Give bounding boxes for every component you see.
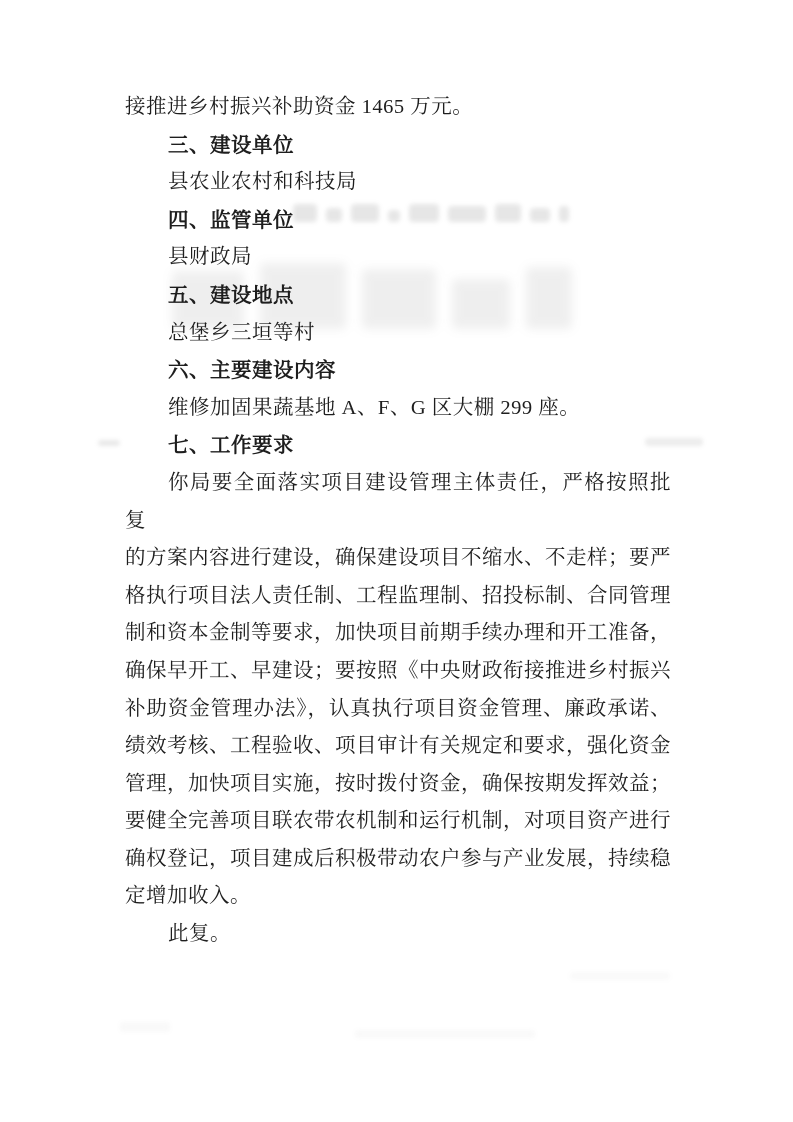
heading-main-construction-content: 六、主要建设内容 xyxy=(168,359,336,383)
heading-construction-site: 五、建设地点 xyxy=(168,283,294,307)
heading-work-requirements: 七、工作要求 xyxy=(168,434,294,458)
work-requirements-line-7: 绩效考核、工程验收、项目审计有关规定和要求，强化资金 xyxy=(125,735,671,758)
work-requirements-line-9: 要健全完善项目联农带农机制和运行机制，对项目资产进行 xyxy=(125,810,671,833)
work-requirements-line-1: 你局要全面落实项目建设管理主体责任，严格按照批复 xyxy=(125,471,671,532)
work-requirements-line-5: 确保早开工、早建设；要按照《中央财政衔接推进乡村振兴 xyxy=(125,659,671,682)
work-requirements-line-6: 补助资金管理办法》，认真执行项目资金管理、廉政承诺、 xyxy=(125,697,671,720)
work-requirements-line-2: 的方案内容进行建设，确保建设项目不缩水、不走样；要严 xyxy=(125,547,671,570)
work-requirements-line-11: 定增加收入。 xyxy=(125,885,251,908)
document-body xyxy=(125,89,671,954)
scan-speck xyxy=(355,1030,535,1038)
paragraph-continuation: 接推进乡村振兴补助资金 1465 万元。 xyxy=(125,96,474,118)
work-requirements-line-3: 格执行项目法人责任制、工程监理制、招投标制、合同管理 xyxy=(125,584,671,607)
value-construction-unit: 县农业农村和科技局 xyxy=(168,171,357,194)
value-supervision-unit: 县财政局 xyxy=(168,246,252,269)
closing-phrase: 此复。 xyxy=(168,923,231,946)
work-requirements-line-10: 确权登记，项目建成后积极带动农户参与产业发展，持续稳 xyxy=(125,847,671,870)
value-construction-site: 总堡乡三垣等村 xyxy=(168,321,315,344)
heading-construction-unit: 三、建设单位 xyxy=(168,133,294,157)
value-main-construction-content: 维修加固果蔬基地 A、F、G 区大棚 299 座。 xyxy=(168,396,581,419)
scan-speck xyxy=(120,1022,170,1032)
scan-speck xyxy=(98,440,120,446)
heading-supervision-unit: 四、监管单位 xyxy=(168,208,294,232)
scan-speck xyxy=(570,972,670,980)
work-requirements-line-8: 管理，加快项目实施，按时拨付资金，确保按期发挥效益； xyxy=(125,772,671,795)
work-requirements-line-4: 制和资本金制等要求，加快项目前期手续办理和开工准备， xyxy=(125,622,671,645)
